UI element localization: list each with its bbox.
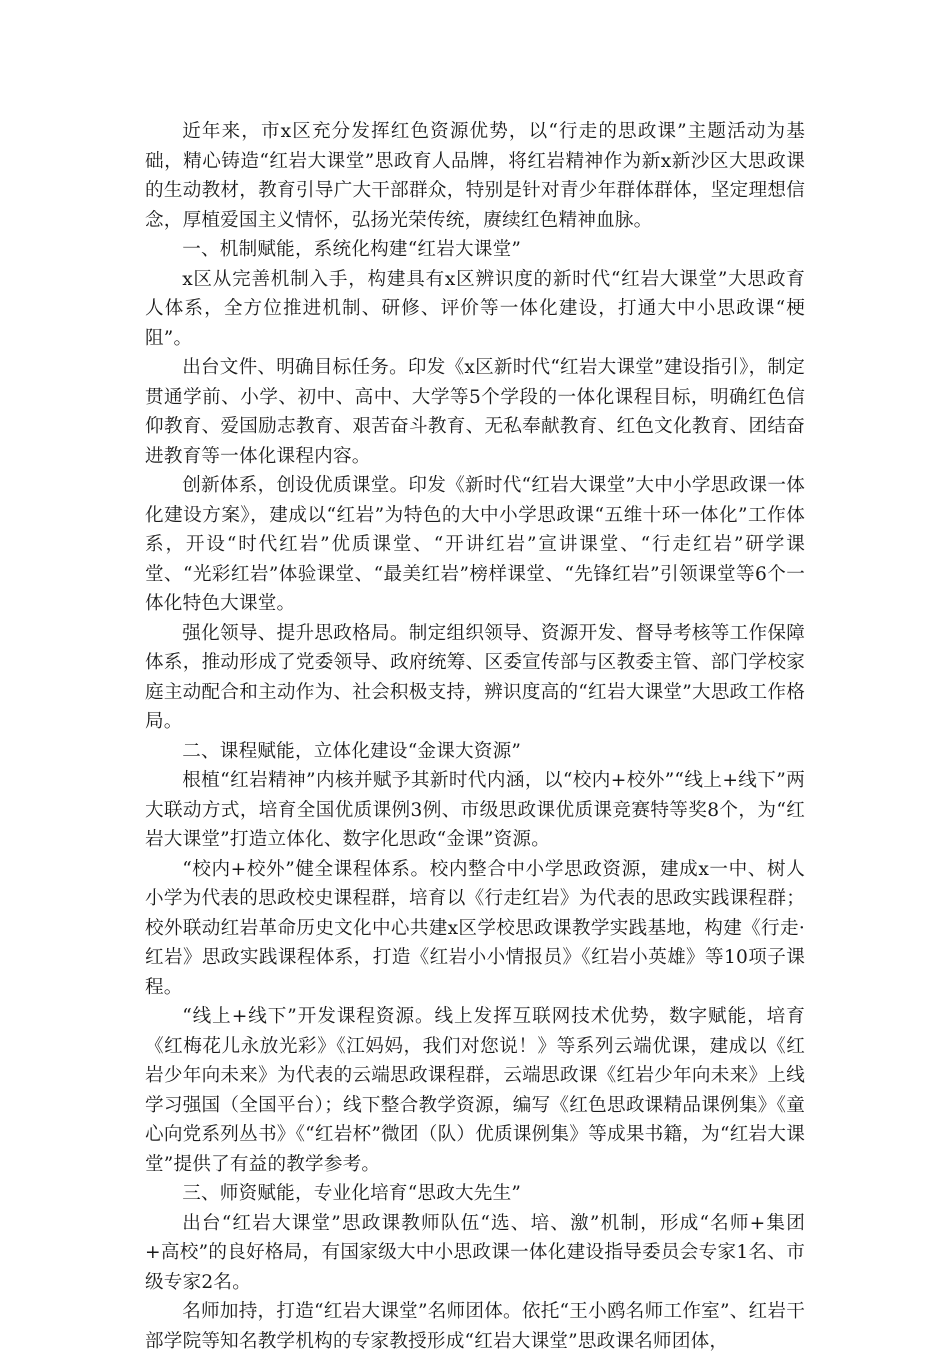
section-1-paragraph: x区从完善机制入手，构建具有x区辨识度的新时代“红岩大课堂”大思政育人体系，全方位推进机制、研修、评价等一体化建设，打通大中小思政课“梗阻”。 [145, 268, 805, 349]
section-1-paragraph: 出台文件、明确目标任务。印发《x区新时代“红岩大课堂”建设指引》，制定贯通学前、小学、初中、高中、大学等5个学段的一体化课程目标，明确红色信仰教育、爱国励志教育、艰苦奋斗教育、无私奉献教育、红色文化教育、团结奋进教育等一体化课程内容。 [145, 357, 805, 467]
section-2-paragraph: “线上+线下”开发课程资源。线上发挥互联网技术优势，数字赋能，培育《红梅花儿永放光彩》《江妈妈，我们对您说！》等系列云端优课，建成以《红岩少年向未来》为代表的云端思政课程群，云端思政课《红岩少年向未来》上线学习强国（全国平台）；线下整合教学资源，编写《红色思政课精品课例集》《童心向党系列丛书》《“红岩杯”微团（队）优质课例集》等成果书籍，为“红岩大课堂”提供了有益的教学参考。 [145, 1006, 805, 1175]
section-1-heading: 一、机制赋能，系统化构建“红岩大课堂” [182, 239, 522, 260]
intro-paragraph: 近年来，市x区充分发挥红色资源优势，以“行走的思政课”主题活动为基础，精心铸造“红岩大课堂”思政育人品牌，将红岩精神作为新x新沙区大思政课的生动教材，教育引导广大干部群众，特别是针对青少年群体群体，坚定理想信念，厚植爱国主义情怀，弘扬光荣传统，赓续红色精神血脉。 [145, 121, 805, 231]
section-2-heading: 二、课程赋能，立体化建设“金课大资源” [182, 740, 522, 762]
section-3-paragraph: 出台“红岩大课堂”思政课教师队伍“选、培、激”机制，形成“名师+集团+高校”的良好格局，有国家级大中小思政课一体化建设指导委员会专家1名、市级专家2名。 [145, 1212, 805, 1293]
section-2-paragraph: “校内+校外”健全课程体系。校内整合中小学思政资源，建成x一中、树人小学为代表的思政校史课程群，培育以《行走红岩》为代表的思政实践课程群；校外联动红岩革命历史文化中心共建x区学校思政课教学实践基地，构建《行走·红岩》思政实践课程体系，打造《红岩小小情报员》《红岩小英雄》等10项子课程。 [145, 858, 805, 998]
section-3-heading: 三、师资赋能，专业化培育“思政大先生” [182, 1183, 522, 1204]
section-1-paragraph: 强化领导、提升思政格局。制定组织领导、资源开发、督导考核等工作保障体系，推动形成了党委领导、政府统筹、区委宣传部与区教委主管、部门学校家庭主动配合和主动作为、社会积极支持，辨识度高的“红岩大课堂”大思政工作格局。 [145, 622, 805, 732]
document-body [145, 117, 805, 1356]
section-1-paragraph: 创新体系，创设优质课堂。印发《新时代“红岩大课堂”大中小学思政课一体化建设方案》，建成以“红岩”为特色的大中小学思政课“五维十环一体化”工作体系，开设“时代红岩”优质课堂、“开讲红岩”宣讲课堂、“行走红岩”研学课堂、“光彩红岩”体验课堂、“最美红岩”榜样课堂、“先锋红岩”引领课堂等6个一体化特色大课堂。 [145, 475, 805, 614]
section-3-paragraph: 名师加持，打造“红岩大课堂”名师团体。依托“王小鸥名师工作室”、红岩干部学院等知名教学机构的专家教授形成“红岩大课堂”思政课名师团体， [145, 1301, 805, 1352]
section-2-paragraph: 根植“红岩精神”内核并赋予其新时代内涵，以“校内+校外”“线上+线下”两大联动方式，培育全国优质课例3例、市级思政课优质课竞赛特等奖8个，为“红岩大课堂”打造立体化、数字化思政“金课”资源。 [145, 770, 805, 850]
